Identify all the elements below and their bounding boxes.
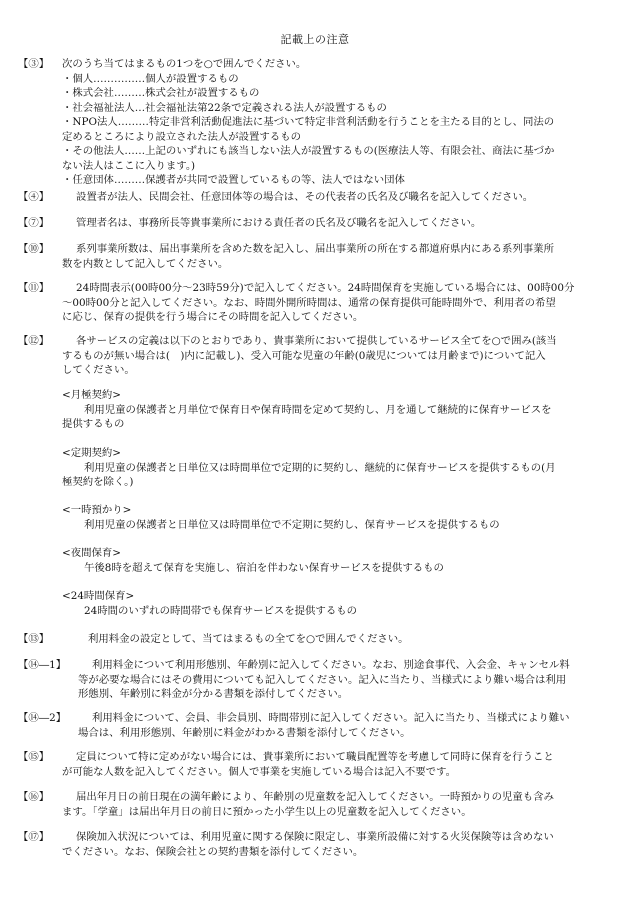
note-item-15 (18, 750, 618, 779)
note-line: ない法人はここに入ります。) (62, 159, 196, 172)
note-line: 利用料金の設定として、当てはまるもの全てを○で囲んでください。 (88, 633, 409, 645)
note-line: が可能な人数を記入してください。個人で事業を実施している場合は記入不要です。 (62, 765, 457, 778)
note-line: ・NPO法人………特定非営利活動促進法に基づいて特定非営利活動を行うことを主たる目的とし、同法の (62, 116, 555, 128)
contract-night (18, 546, 618, 575)
page-title: 記載上の注意 (280, 33, 350, 46)
note-item-12 (18, 334, 618, 378)
item-number: 【⑯】 (18, 791, 50, 803)
item-number: 【⑩】 (18, 243, 50, 255)
item-number: 【③】 (18, 58, 50, 70)
contract-24h (18, 589, 618, 618)
contract-regular (18, 446, 618, 490)
note-line: 各サービスの定義は以下のとおりであり、貴事業所において提供しているサービス全てを○で囲み(該当 (76, 335, 557, 347)
note-line: ～00時00分と記入してください。なお、時間外開所時間は、通常の保育提供可能時間外で、利用者の希望 (62, 296, 556, 309)
note-line: ます。「学童」は届出年月日の前日に預かった小学生以上の児童数を記入してください。 (62, 805, 472, 818)
note-item-11 (18, 281, 618, 325)
note-line: 数を内数として記入してください。 (62, 257, 229, 270)
contract-description: 提供するもの (62, 418, 125, 430)
item-number: 【⑦】 (18, 217, 50, 229)
note-line: してください。 (62, 364, 135, 376)
item-number: 【④】 (18, 191, 50, 203)
note-line: 管理者名は、事務所長等貴事業所における責任者の氏名及び職名を記入してください。 (76, 217, 482, 229)
item-number: 【⑰】 (18, 831, 50, 843)
note-line: 系列事業所数は、届出事業所を含めた数を記入し、届出事業所の所在する都道府県内にある系列事業所 (76, 243, 554, 255)
note-line: ・社会福祉法人…社会福祉法第22条で定義される法人が設置するもの (62, 101, 387, 114)
contract-monthly (18, 388, 618, 432)
contract-description: 利用児童の保護者と日単位又は時間単位で不定期に契約し、保育サービスを提供するもの (84, 518, 500, 531)
item-number: 【⑬】 (18, 633, 50, 645)
note-item-7 (18, 216, 618, 231)
item-number: 【⑫】 (18, 335, 50, 347)
note-line: 24時間表示(00時00分～23時59分)で記入してください。24時間保育を実施している場合には、00時00分 (76, 282, 575, 294)
note-item-14-1 (18, 658, 618, 702)
note-line: ・任意団体………保護者が共同で設置しているもの等、法人ではない団体 (62, 174, 405, 186)
note-line: 場合は、利用形態別、年齢別に料金がわかる書類を添付してください。 (78, 726, 411, 739)
note-line: 等が必要な場合にはその費用についても記入してください。記入に当たり、当様式により難い場合は利用 (78, 673, 567, 686)
note-line: 設置者が法人、民間会社、任意団体等の場合は、その代表者の氏名及び職名を記入してください。 (76, 191, 534, 203)
contract-heading: <夜間保育> (62, 547, 121, 559)
note-line: 利用料金について、会員、非会員別、時間帯別に記入してください。記入に当たり、当様式により難い (92, 712, 570, 724)
note-line: ・その他法人……上記のいずれにも該当しない法人が設置するもの(医療法人等、有限会社、商法に基づか (62, 145, 555, 157)
contract-description: 利用児童の保護者と月単位で保育日や保育時間を定めて契約し、月を通して継続的に保育サービスを (84, 403, 552, 416)
note-line: 保険加入状況については、利用児童に関する保険に限定し、事業所設備に対する火災保険等は含めない (76, 831, 554, 843)
note-item-13 (18, 632, 618, 647)
note-line: に応じ、保育の提供を行う場合にその時間を記入してください。 (62, 311, 364, 323)
note-line: するものが無い場合は( )内に記載し)、受入可能な児童の年齢(0歳児については月齢まで)について記入 (62, 349, 546, 362)
item-number: 【⑮】 (18, 751, 50, 763)
contract-temporary (18, 503, 618, 532)
note-item-3 (18, 57, 618, 188)
note-item-17 (18, 830, 618, 859)
note-item-16 (18, 790, 618, 819)
note-line: 届出年月日の前日現在の満年齢により、年齢別の児童数を記入してください。一時預かりの児童も含み (76, 791, 554, 803)
item-number: 【⑪】 (18, 282, 50, 294)
note-line: 定めるところにより設立された法人が設置するもの (62, 130, 301, 143)
item-number: 【⑭―1】 (18, 659, 67, 671)
contract-heading: <24時間保育> (62, 590, 135, 602)
note-item-14-2 (18, 711, 618, 740)
note-line: 形態別、年齢別に料金が分かる書類を添付してください。 (78, 688, 349, 700)
note-line: 次のうち当てはまるもの1つを○で囲んでください。 (62, 58, 307, 70)
note-line: でください。なお、保険会社との契約書類を添付してください。 (62, 845, 364, 858)
contract-description: 午後8時を超えて保育を実施し、宿泊を伴わない保育サービスを提供するもの (84, 561, 444, 574)
item-number: 【⑭―2】 (18, 712, 67, 724)
contract-description: 24時間のいずれの時間帯でも保育サービスを提供するもの (84, 604, 357, 617)
contract-description: 利用児童の保護者と日単位又は時間単位で定期的に契約し、継続的に保育サービスを提供するもの(月 (84, 461, 556, 474)
note-line: ・株式会社………株式会社が設置するもの (62, 87, 260, 99)
contract-heading: <月極契約> (62, 389, 121, 401)
note-line: 定員について特に定めがない場合には、貴事業所において職員配置等を考慮して同時に保育を行うこと (76, 751, 554, 763)
note-line: ・個人……………個人が設置するもの (62, 72, 239, 85)
note-item-10 (18, 242, 618, 271)
contract-heading: <一時預かり> (62, 504, 132, 516)
contract-heading: <定期契約> (62, 447, 121, 459)
note-item-4 (18, 190, 618, 205)
contract-description: 極契約を除く。) (62, 476, 134, 488)
note-line: 利用料金について利用形態別、年齢別に記入してください。なお、別途食事代、入会金、キャンセル料 (92, 659, 570, 671)
